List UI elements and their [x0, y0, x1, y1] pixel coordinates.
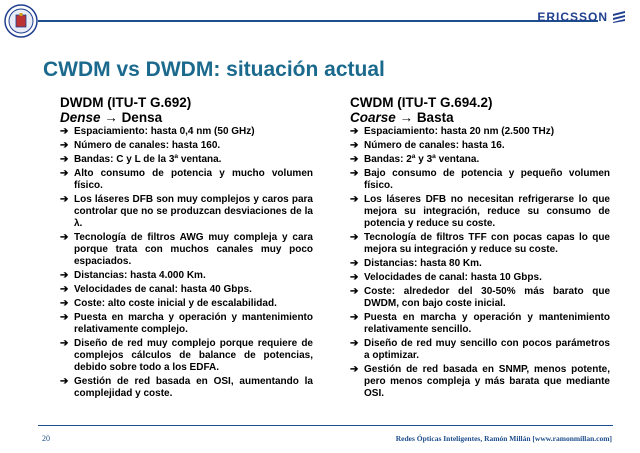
arrow-bullet-icon: ➔ [60, 154, 69, 165]
dwdm-heading: DWDM (ITU-T G.692) [60, 95, 192, 110]
arrow-bullet-icon: ➔ [60, 298, 69, 309]
cwdm-item-text: Puesta en marcha y operación y mantenimiento relativamente sencillo. [364, 312, 610, 335]
arrow-bullet-icon: ➔ [350, 168, 359, 179]
arrow-bullet-icon: ➔ [60, 312, 69, 323]
dwdm-list-item [60, 312, 313, 338]
cwdm-sub-italic: Coarse [350, 110, 396, 125]
dwdm-item-text: Número de canales: hasta 160. [74, 140, 221, 151]
dwdm-item-text: Gestión de red basada en OSI, aumentando la complejidad y coste. [74, 376, 313, 399]
cwdm-list-item [350, 272, 610, 286]
arrow-bullet-icon: ➔ [60, 126, 69, 137]
dwdm-item-text: Los láseres DFB son muy complejos y caros para controlar que no se produzcan desviaciones de la λ. [74, 194, 313, 229]
dwdm-column [60, 95, 313, 402]
dwdm-sub-italic: Dense [60, 110, 101, 125]
arrow-bullet-icon: ➔ [60, 338, 69, 349]
arrow-bullet-icon: ➔ [350, 364, 359, 375]
dwdm-list-item [60, 298, 313, 312]
header-divider [38, 20, 598, 22]
brand-name: ERICSSON [537, 10, 608, 24]
arrow-bullet-icon: ➔ [60, 270, 69, 281]
dwdm-list-item [60, 284, 313, 298]
cwdm-list-item [350, 364, 610, 402]
cwdm-list-item [350, 286, 610, 312]
cwdm-heading: CWDM (ITU-T G.694.2) [350, 95, 493, 110]
cwdm-item-text: Los láseres DFB no necesitan refrigerarse lo que mejora su integración, reduce su consumo de potencia y reduce su coste. [364, 194, 610, 229]
cwdm-list-item [350, 194, 610, 232]
cwdm-item-text: Coste: alrededor del 30-50% más barato que DWDM, con bajo coste inicial. [364, 286, 610, 309]
cwdm-subheading [350, 110, 610, 125]
cwdm-item-text: Bajo consumo de potencia y pequeño volumen físico. [364, 168, 610, 191]
cwdm-column [350, 95, 610, 402]
arrow-bullet-icon: ➔ [350, 154, 359, 165]
arrow-bullet-icon: ➔ [60, 194, 69, 205]
dwdm-feature-list [60, 126, 313, 402]
arrow-bullet-icon: ➔ [60, 284, 69, 295]
dwdm-list-item [60, 376, 313, 402]
cwdm-list-item [350, 126, 610, 140]
dwdm-item-text: Espaciamiento: hasta 0,4 nm (50 GHz) [74, 126, 255, 137]
cwdm-item-text: Diseño de red muy sencillo con pocos parámetros a optimizar. [364, 338, 610, 361]
cwdm-list-item [350, 232, 610, 258]
ericsson-logo [537, 10, 626, 24]
cwdm-item-text: Distancias: hasta 80 Km. [364, 258, 482, 269]
arrow-bullet-icon: ➔ [60, 232, 69, 243]
arrow-bullet-icon: ➔ [60, 140, 69, 151]
cwdm-sub-rest: Basta [416, 110, 454, 125]
arrow-bullet-icon: ➔ [350, 338, 359, 349]
arrow-bullet-icon: ➔ [350, 258, 359, 269]
dwdm-list-item [60, 270, 313, 284]
dwdm-item-text: Puesta en marcha y operación y mantenimiento relativamente complejo. [74, 312, 313, 335]
dwdm-list-item [60, 338, 313, 376]
cwdm-list-item [350, 140, 610, 154]
dwdm-item-text: Tecnología de filtros AWG muy compleja y cara porque trata con muchos canales muy poco espaciados. [74, 232, 313, 267]
arrow-bullet-icon: ➔ [350, 140, 359, 151]
dwdm-sub-rest: Densa [121, 110, 163, 125]
ericsson-mark-icon [612, 11, 626, 23]
arrow-bullet-icon: ➔ [350, 232, 359, 243]
cwdm-list-item [350, 338, 610, 364]
arrow-bullet-icon: ➔ [350, 312, 359, 323]
cwdm-item-text: Tecnología de filtros TFF con pocas capas lo que mejora su integración y reduce su coste. [364, 232, 610, 255]
cwdm-list-item [350, 312, 610, 338]
footer-divider [38, 425, 613, 426]
cwdm-item-text: Espaciamiento: hasta 20 nm (2.500 THz) [364, 126, 555, 137]
dwdm-item-text: Coste: alto coste inicial y de escalabilidad. [74, 298, 277, 309]
dwdm-item-text: Bandas: C y L de la 3ª ventana. [74, 154, 222, 165]
dwdm-sub-arrow: → [104, 110, 118, 125]
arrow-bullet-icon: ➔ [350, 272, 359, 283]
arrow-bullet-icon: ➔ [350, 194, 359, 205]
dwdm-item-text: Diseño de red muy complejo porque requiere de complejos cálculos de balance de potencias, debido sobre todo a los EDFA. [74, 338, 313, 373]
dwdm-subheading [60, 110, 313, 125]
cwdm-list-item [350, 168, 610, 194]
arrow-bullet-icon: ➔ [350, 126, 359, 137]
cwdm-list-item [350, 154, 610, 168]
dwdm-list-item [60, 168, 313, 194]
dwdm-item-text: Distancias: hasta 4.000 Km. [74, 270, 206, 281]
arrow-bullet-icon: ➔ [60, 168, 69, 179]
dwdm-item-text: Alto consumo de potencia y mucho volumen físico. [74, 168, 313, 191]
dwdm-list-item [60, 126, 313, 140]
page-number: 20 [42, 434, 50, 443]
dwdm-list-item [60, 194, 313, 232]
cwdm-sub-arrow: → [399, 110, 414, 125]
dwdm-list-item [60, 232, 313, 270]
cwdm-feature-list [350, 126, 610, 402]
arrow-bullet-icon: ➔ [350, 286, 359, 297]
university-seal-icon [4, 4, 38, 38]
footer-credit: Redes Ópticas Inteligentes, Ramón Millán [www.ramonmillan.com] [395, 434, 612, 443]
dwdm-list-item [60, 154, 313, 168]
cwdm-item-text: Número de canales: hasta 16. [364, 140, 505, 151]
dwdm-list-item [60, 140, 313, 154]
cwdm-item-text: Gestión de red basada en SNMP, menos potente, pero menos compleja y más barata que mediante OSI. [364, 364, 610, 399]
slide-title: CWDM vs DWDM: situación actual [43, 58, 385, 81]
arrow-bullet-icon: ➔ [60, 376, 69, 387]
cwdm-item-text: Velocidades de canal: hasta 10 Gbps. [364, 272, 542, 283]
cwdm-item-text: Bandas: 2ª y 3ª ventana. [364, 154, 480, 165]
dwdm-item-text: Velocidades de canal: hasta 40 Gbps. [74, 284, 252, 295]
cwdm-list-item [350, 258, 610, 272]
